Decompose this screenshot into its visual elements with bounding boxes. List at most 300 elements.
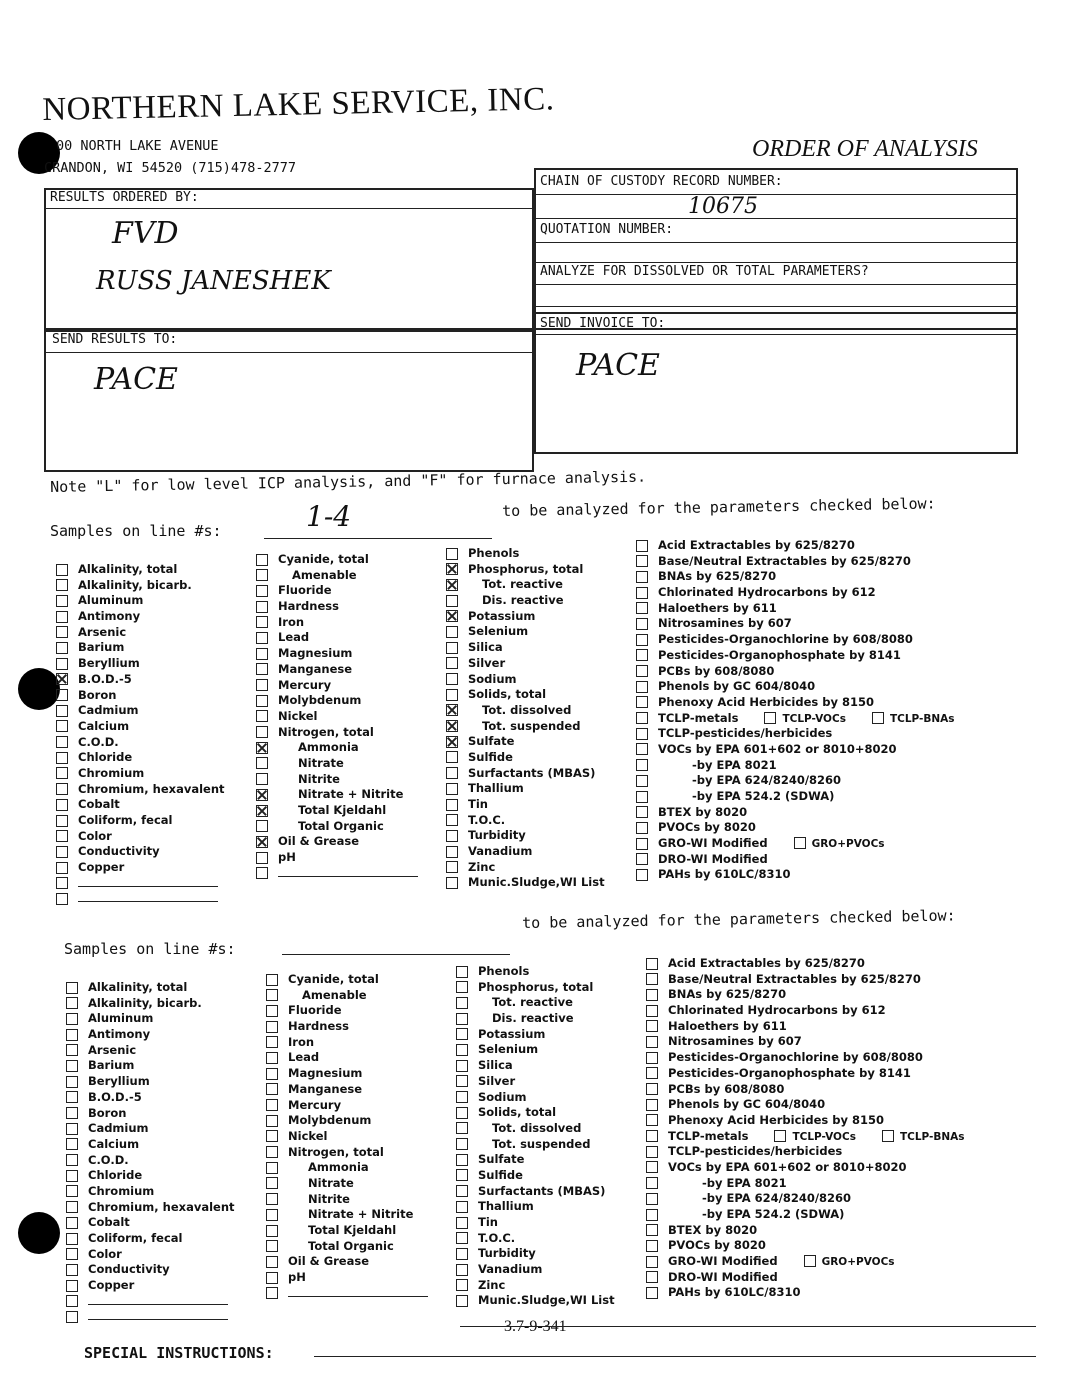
- checkbox[interactable]: [256, 726, 268, 738]
- checkbox-item-vocs-by-epa-601-602-or-8010-8020[interactable]: [636, 742, 955, 758]
- checkbox-item-thallium[interactable]: [446, 781, 605, 797]
- checkbox[interactable]: [56, 658, 68, 670]
- checkbox[interactable]: [256, 585, 268, 597]
- checkbox[interactable]: [56, 877, 68, 889]
- checkbox-item-alkalinity-total[interactable]: [66, 980, 235, 996]
- section2-samples-line[interactable]: [282, 954, 510, 955]
- checkbox[interactable]: [636, 587, 648, 599]
- checkbox[interactable]: [56, 736, 68, 748]
- checkbox[interactable]: [646, 1005, 658, 1017]
- checkbox[interactable]: [66, 1060, 78, 1072]
- checkbox-item-chromium-hexavalent[interactable]: [66, 1200, 235, 1216]
- checkbox-item-hardness[interactable]: [266, 1019, 428, 1035]
- checkbox-item-vanadium[interactable]: [456, 1262, 615, 1278]
- checkbox-item-bnas-by-625-8270[interactable]: [646, 987, 965, 1003]
- checkbox[interactable]: [446, 751, 458, 763]
- checkbox-item-tclp-pesticides-herbicides[interactable]: [636, 726, 955, 742]
- checkbox[interactable]: [646, 1256, 658, 1268]
- checkbox[interactable]: [66, 1217, 78, 1229]
- checkbox-item-nitrosamines-by-607[interactable]: [646, 1034, 965, 1050]
- checkbox[interactable]: [456, 1013, 468, 1025]
- checkbox[interactable]: [646, 1161, 658, 1173]
- checkbox[interactable]: [446, 610, 458, 622]
- blank-checkbox-item[interactable]: [56, 876, 225, 892]
- checkbox[interactable]: [256, 648, 268, 660]
- checkbox[interactable]: [56, 689, 68, 701]
- checkbox-item-ph[interactable]: [256, 850, 418, 866]
- checkbox[interactable]: [446, 799, 458, 811]
- checkbox[interactable]: [256, 867, 268, 879]
- checkbox[interactable]: [266, 1240, 278, 1252]
- checkbox[interactable]: [636, 555, 648, 567]
- checkbox[interactable]: [646, 973, 658, 985]
- checkbox[interactable]: [774, 1130, 786, 1142]
- checkbox[interactable]: [456, 1028, 468, 1040]
- checkbox[interactable]: [646, 1209, 658, 1221]
- checkbox-item-beryllium[interactable]: [66, 1074, 235, 1090]
- checkbox-item-selenium[interactable]: [446, 624, 605, 640]
- checkbox[interactable]: [256, 805, 268, 817]
- blank-checkbox-item[interactable]: [256, 866, 418, 882]
- checkbox[interactable]: [646, 1177, 658, 1189]
- checkbox-item-tclp-metals[interactable]: [636, 711, 955, 727]
- checkbox-item-pvocs-by-8020[interactable]: [646, 1238, 965, 1254]
- checkbox-item-antimony[interactable]: [56, 609, 225, 625]
- checkbox[interactable]: [66, 1185, 78, 1197]
- checkbox[interactable]: [794, 837, 806, 849]
- checkbox-item-btex-by-8020[interactable]: [636, 805, 955, 821]
- checkbox-item-potassium[interactable]: [456, 1027, 615, 1043]
- checkbox[interactable]: [646, 1052, 658, 1064]
- checkbox-item-gro-wi-modified[interactable]: [646, 1254, 965, 1270]
- checkbox[interactable]: [882, 1130, 894, 1142]
- checkbox[interactable]: [266, 1146, 278, 1158]
- checkbox-item-btex-by-8020[interactable]: [646, 1223, 965, 1239]
- checkbox[interactable]: [446, 814, 458, 826]
- checkbox-item-lead[interactable]: [266, 1050, 428, 1066]
- checkbox[interactable]: [56, 767, 68, 779]
- checkbox-item-cadmium[interactable]: [66, 1121, 235, 1137]
- checkbox[interactable]: [446, 783, 458, 795]
- blank-checkbox-item[interactable]: [56, 891, 225, 907]
- checkbox[interactable]: [446, 736, 458, 748]
- checkbox-item-chromium[interactable]: [56, 766, 225, 782]
- checkbox-item-coliform-fecal[interactable]: [66, 1231, 235, 1247]
- write-in-line[interactable]: [288, 1286, 428, 1297]
- checkbox-item-phenols[interactable]: [446, 546, 605, 562]
- checkbox[interactable]: [636, 838, 648, 850]
- checkbox-item-tot-dissolved[interactable]: [446, 703, 605, 719]
- checkbox[interactable]: [646, 1067, 658, 1079]
- checkbox[interactable]: [66, 1076, 78, 1088]
- checkbox-item-total-kjeldahl[interactable]: [256, 803, 418, 819]
- results-ordered-by-line2[interactable]: RUSS JANESHEK: [96, 266, 331, 296]
- checkbox-item-chromium-hexavalent[interactable]: [56, 782, 225, 798]
- checkbox[interactable]: [66, 1233, 78, 1245]
- checkbox-item-munic-sludge-wi-list[interactable]: [456, 1293, 615, 1309]
- checkbox-item-color[interactable]: [56, 829, 225, 845]
- checkbox-item-manganese[interactable]: [266, 1082, 428, 1098]
- checkbox[interactable]: [66, 1170, 78, 1182]
- checkbox[interactable]: [56, 783, 68, 795]
- checkbox-item-by-epa-524-2-sdwa[interactable]: [636, 789, 955, 805]
- checkbox-item-ammonia[interactable]: [256, 740, 418, 756]
- checkbox[interactable]: [636, 728, 648, 740]
- checkbox[interactable]: [266, 1272, 278, 1284]
- checkbox-item-lead[interactable]: [256, 630, 418, 646]
- checkbox-item-base-neutral-extractables-by-625-8270[interactable]: [646, 972, 965, 988]
- checkbox-item-calcium[interactable]: [66, 1137, 235, 1153]
- checkbox-item-phosphorus-total[interactable]: [456, 980, 615, 996]
- checkbox[interactable]: [446, 595, 458, 607]
- checkbox[interactable]: [456, 1279, 468, 1291]
- checkbox-item-acid-extractables-by-625-8270[interactable]: [636, 538, 955, 554]
- checkbox[interactable]: [646, 1099, 658, 1111]
- checkbox[interactable]: [636, 665, 648, 677]
- checkbox-item-solids-total[interactable]: [456, 1105, 615, 1121]
- checkbox[interactable]: [456, 1217, 468, 1229]
- checkbox-item-t-o-c[interactable]: [456, 1231, 615, 1247]
- checkbox-item-phenoxy-acid-herbicides-by-8150[interactable]: [636, 695, 955, 711]
- checkbox-item-molybdenum[interactable]: [266, 1113, 428, 1129]
- checkbox[interactable]: [66, 982, 78, 994]
- checkbox[interactable]: [636, 571, 648, 583]
- checkbox-item-haloethers-by-611[interactable]: [636, 601, 955, 617]
- checkbox-item-vocs-by-epa-601-602-or-8010-8020[interactable]: [646, 1160, 965, 1176]
- checkbox-item-pesticides-organophosphate-by-8141[interactable]: [646, 1066, 965, 1082]
- checkbox[interactable]: [66, 1138, 78, 1150]
- checkbox-item-nitrate[interactable]: [256, 756, 418, 772]
- checkbox-item-sulfate[interactable]: [446, 734, 605, 750]
- checkbox-item-ammonia[interactable]: [266, 1160, 428, 1176]
- checkbox[interactable]: [446, 579, 458, 591]
- checkbox[interactable]: [764, 712, 776, 724]
- checkbox[interactable]: [66, 1201, 78, 1213]
- checkbox[interactable]: [646, 1287, 658, 1299]
- checkbox[interactable]: [446, 563, 458, 575]
- write-in-line[interactable]: [88, 1294, 228, 1305]
- checkbox-item-pesticides-organochlorine-by-608-8080[interactable]: [636, 632, 955, 648]
- checkbox-item-copper[interactable]: [56, 860, 225, 876]
- checkbox-item-tin[interactable]: [456, 1215, 615, 1231]
- checkbox[interactable]: [456, 1232, 468, 1244]
- checkbox[interactable]: [56, 830, 68, 842]
- checkbox[interactable]: [636, 853, 648, 865]
- write-in-line[interactable]: [88, 1309, 228, 1320]
- checkbox[interactable]: [56, 705, 68, 717]
- checkbox-item-arsenic[interactable]: [56, 625, 225, 641]
- checkbox-item-hardness[interactable]: [256, 599, 418, 615]
- checkbox-item-base-neutral-extractables-by-625-8270[interactable]: [636, 554, 955, 570]
- checkbox[interactable]: [266, 1193, 278, 1205]
- checkbox-item-total-organic[interactable]: [266, 1239, 428, 1255]
- checkbox[interactable]: [636, 540, 648, 552]
- checkbox[interactable]: [266, 1209, 278, 1221]
- checkbox-item-bnas-by-625-8270[interactable]: [636, 569, 955, 585]
- checkbox[interactable]: [646, 989, 658, 1001]
- checkbox[interactable]: [56, 752, 68, 764]
- checkbox[interactable]: [646, 1193, 658, 1205]
- checkbox-item-sulfate[interactable]: [456, 1152, 615, 1168]
- checkbox-item-surfactants-mbas[interactable]: [456, 1184, 615, 1200]
- checkbox[interactable]: [256, 679, 268, 691]
- checkbox-item-cadmium[interactable]: [56, 703, 225, 719]
- checkbox[interactable]: [266, 1287, 278, 1299]
- checkbox[interactable]: [66, 1044, 78, 1056]
- checkbox-item-chloride[interactable]: [66, 1168, 235, 1184]
- checkbox[interactable]: [56, 799, 68, 811]
- checkbox[interactable]: [446, 720, 458, 732]
- checkbox-item-tot-suspended[interactable]: [456, 1137, 615, 1153]
- checkbox[interactable]: [266, 1021, 278, 1033]
- checkbox-item-nitrite[interactable]: [256, 772, 418, 788]
- checkbox-item-manganese[interactable]: [256, 662, 418, 678]
- checkbox-item-amenable[interactable]: [266, 988, 428, 1004]
- checkbox-item-silica[interactable]: [456, 1058, 615, 1074]
- checkbox-item-iron[interactable]: [266, 1035, 428, 1051]
- checkbox-item-dro-wi-modified[interactable]: [646, 1270, 965, 1286]
- checkbox[interactable]: [256, 616, 268, 628]
- checkbox-item-c-o-d[interactable]: [66, 1153, 235, 1169]
- checkbox-item-gro-wi-modified[interactable]: [636, 836, 955, 852]
- checkbox[interactable]: [256, 820, 268, 832]
- checkbox-item-cobalt[interactable]: [56, 797, 225, 813]
- checkbox[interactable]: [636, 618, 648, 630]
- checkbox-item-turbidity[interactable]: [446, 828, 605, 844]
- checkbox[interactable]: [266, 1225, 278, 1237]
- checkbox[interactable]: [636, 743, 648, 755]
- checkbox[interactable]: [456, 1295, 468, 1307]
- checkbox[interactable]: [646, 1114, 658, 1126]
- checkbox[interactable]: [456, 966, 468, 978]
- checkbox[interactable]: [256, 773, 268, 785]
- checkbox-item-sodium[interactable]: [446, 672, 605, 688]
- checkbox-item-pvocs-by-8020[interactable]: [636, 820, 955, 836]
- checkbox[interactable]: [266, 1130, 278, 1142]
- checkbox-item-aluminum[interactable]: [56, 593, 225, 609]
- checkbox[interactable]: [456, 1091, 468, 1103]
- write-in-line[interactable]: [78, 876, 218, 887]
- checkbox-item-tclp-metals[interactable]: [646, 1129, 965, 1145]
- checkbox-item-nitrate[interactable]: [266, 1176, 428, 1192]
- checkbox[interactable]: [646, 1240, 658, 1252]
- checkbox-item-by-epa-624-8240-8260[interactable]: [646, 1191, 965, 1207]
- checkbox-item-dis-reactive[interactable]: [446, 593, 605, 609]
- checkbox-item-c-o-d[interactable]: [56, 735, 225, 751]
- checkbox-item-nitrogen-total[interactable]: [266, 1145, 428, 1161]
- checkbox-item-pcbs-by-608-8080[interactable]: [636, 664, 955, 680]
- checkbox[interactable]: [266, 1115, 278, 1127]
- checkbox[interactable]: [646, 1130, 658, 1142]
- checkbox-item-conductivity[interactable]: [56, 844, 225, 860]
- checkbox-item-by-epa-524-2-sdwa[interactable]: [646, 1207, 965, 1223]
- write-in-line[interactable]: [78, 891, 218, 902]
- checkbox[interactable]: [266, 989, 278, 1001]
- checkbox-item-vanadium[interactable]: [446, 844, 605, 860]
- checkbox-item-alkalinity-bicarb[interactable]: [56, 578, 225, 594]
- checkbox[interactable]: [66, 1107, 78, 1119]
- checkbox[interactable]: [456, 1122, 468, 1134]
- checkbox[interactable]: [456, 1248, 468, 1260]
- checkbox[interactable]: [646, 1083, 658, 1095]
- checkbox-item-tot-dissolved[interactable]: [456, 1121, 615, 1137]
- checkbox[interactable]: [56, 595, 68, 607]
- checkbox-item-pahs-by-610lc-8310[interactable]: [646, 1285, 965, 1301]
- checkbox[interactable]: [266, 974, 278, 986]
- checkbox-item-chloride[interactable]: [56, 750, 225, 766]
- checkbox-item-tot-reactive[interactable]: [456, 995, 615, 1011]
- checkbox[interactable]: [266, 1099, 278, 1111]
- checkbox-item-turbidity[interactable]: [456, 1246, 615, 1262]
- checkbox-item-conductivity[interactable]: [66, 1262, 235, 1278]
- checkbox-item-coliform-fecal[interactable]: [56, 813, 225, 829]
- checkbox-item-cyanide-total[interactable]: [266, 972, 428, 988]
- checkbox[interactable]: [56, 815, 68, 827]
- checkbox-item-silver[interactable]: [446, 656, 605, 672]
- checkbox-item-molybdenum[interactable]: [256, 693, 418, 709]
- section1-samples-value[interactable]: 1-4: [306, 500, 352, 533]
- checkbox[interactable]: [456, 1169, 468, 1181]
- checkbox-item-sulfide[interactable]: [446, 750, 605, 766]
- checkbox[interactable]: [456, 1044, 468, 1056]
- checkbox-item-cobalt[interactable]: [66, 1215, 235, 1231]
- checkbox[interactable]: [636, 869, 648, 881]
- checkbox-item-tin[interactable]: [446, 797, 605, 813]
- checkbox-item-total-organic[interactable]: [256, 819, 418, 835]
- checkbox[interactable]: [56, 846, 68, 858]
- checkbox-item-chromium[interactable]: [66, 1184, 235, 1200]
- checkbox[interactable]: [266, 1036, 278, 1048]
- checkbox-item-oil-grease[interactable]: [256, 834, 418, 850]
- checkbox[interactable]: [646, 958, 658, 970]
- checkbox-item-b-o-d-5[interactable]: [66, 1090, 235, 1106]
- checkbox[interactable]: [256, 569, 268, 581]
- checkbox-item-total-kjeldahl[interactable]: [266, 1223, 428, 1239]
- checkbox-item-cyanide-total[interactable]: [256, 552, 418, 568]
- checkbox-item-ph[interactable]: [266, 1270, 428, 1286]
- checkbox[interactable]: [456, 981, 468, 993]
- checkbox-item-tot-suspended[interactable]: [446, 719, 605, 735]
- checkbox[interactable]: [56, 564, 68, 576]
- checkbox[interactable]: [872, 712, 884, 724]
- checkbox-item-by-epa-8021[interactable]: [646, 1176, 965, 1192]
- checkbox-item-zinc[interactable]: [446, 860, 605, 876]
- checkbox-item-aluminum[interactable]: [66, 1011, 235, 1027]
- checkbox[interactable]: [456, 1138, 468, 1150]
- checkbox[interactable]: [636, 806, 648, 818]
- checkbox[interactable]: [66, 1091, 78, 1103]
- checkbox-item-alkalinity-bicarb[interactable]: [66, 996, 235, 1012]
- blank-checkbox-item[interactable]: [266, 1286, 428, 1302]
- checkbox[interactable]: [66, 1013, 78, 1025]
- checkbox-item-tclp-pesticides-herbicides[interactable]: [646, 1144, 965, 1160]
- checkbox[interactable]: [56, 862, 68, 874]
- checkbox-item-oil-grease[interactable]: [266, 1254, 428, 1270]
- checkbox[interactable]: [56, 720, 68, 732]
- checkbox[interactable]: [266, 1083, 278, 1095]
- checkbox[interactable]: [446, 673, 458, 685]
- checkbox[interactable]: [646, 1224, 658, 1236]
- checkbox[interactable]: [66, 1029, 78, 1041]
- checkbox-item-dro-wi-modified[interactable]: [636, 852, 955, 868]
- checkbox[interactable]: [456, 1154, 468, 1166]
- checkbox-item-nickel[interactable]: [256, 709, 418, 725]
- checkbox-item-sodium[interactable]: [456, 1090, 615, 1106]
- checkbox-item-selenium[interactable]: [456, 1042, 615, 1058]
- checkbox[interactable]: [456, 1107, 468, 1119]
- checkbox-item-chlorinated-hydrocarbons-by-612[interactable]: [636, 585, 955, 601]
- checkbox[interactable]: [636, 634, 648, 646]
- checkbox[interactable]: [56, 893, 68, 905]
- checkbox-item-beryllium[interactable]: [56, 656, 225, 672]
- checkbox[interactable]: [266, 1256, 278, 1268]
- checkbox[interactable]: [256, 632, 268, 644]
- checkbox[interactable]: [636, 649, 648, 661]
- checkbox-item-barium[interactable]: [66, 1058, 235, 1074]
- checkbox[interactable]: [446, 548, 458, 560]
- checkbox[interactable]: [66, 1248, 78, 1260]
- checkbox[interactable]: [56, 579, 68, 591]
- checkbox[interactable]: [256, 852, 268, 864]
- checkbox-item-haloethers-by-611[interactable]: [646, 1019, 965, 1035]
- checkbox[interactable]: [66, 1123, 78, 1135]
- checkbox[interactable]: [446, 626, 458, 638]
- checkbox-item-arsenic[interactable]: [66, 1043, 235, 1059]
- checkbox[interactable]: [56, 673, 68, 685]
- checkbox[interactable]: [456, 1075, 468, 1087]
- checkbox-item-potassium[interactable]: [446, 609, 605, 625]
- checkbox-item-boron[interactable]: [66, 1106, 235, 1122]
- checkbox-item-phosphorus-total[interactable]: [446, 562, 605, 578]
- checkbox-item-nitrite[interactable]: [266, 1192, 428, 1208]
- checkbox-item-nitrogen-total[interactable]: [256, 725, 418, 741]
- checkbox[interactable]: [446, 846, 458, 858]
- checkbox-item-dis-reactive[interactable]: [456, 1011, 615, 1027]
- checkbox[interactable]: [66, 997, 78, 1009]
- checkbox-item-by-epa-8021[interactable]: [636, 758, 955, 774]
- checkbox[interactable]: [266, 1068, 278, 1080]
- checkbox-item-b-o-d-5[interactable]: [56, 672, 225, 688]
- checkbox-item-phenols-by-gc-604-8040[interactable]: [636, 679, 955, 695]
- checkbox[interactable]: [256, 789, 268, 801]
- checkbox-item-pesticides-organophosphate-by-8141[interactable]: [636, 648, 955, 664]
- checkbox-item-fluoride[interactable]: [266, 1003, 428, 1019]
- checkbox[interactable]: [646, 1036, 658, 1048]
- checkbox-item-fluoride[interactable]: [256, 583, 418, 599]
- checkbox-item-amenable[interactable]: [256, 568, 418, 584]
- checkbox[interactable]: [66, 1280, 78, 1292]
- checkbox[interactable]: [636, 696, 648, 708]
- checkbox-item-pcbs-by-608-8080[interactable]: [646, 1082, 965, 1098]
- checkbox-item-pesticides-organochlorine-by-608-8080[interactable]: [646, 1050, 965, 1066]
- checkbox[interactable]: [456, 1264, 468, 1276]
- checkbox-item-nitrosamines-by-607[interactable]: [636, 616, 955, 632]
- checkbox[interactable]: [66, 1311, 78, 1323]
- checkbox-item-surfactants-mbas[interactable]: [446, 766, 605, 782]
- checkbox-item-by-epa-624-8240-8260[interactable]: [636, 773, 955, 789]
- checkbox-item-munic-sludge-wi-list[interactable]: [446, 875, 605, 891]
- results-ordered-by-line1[interactable]: FVD: [112, 216, 179, 251]
- checkbox-item-nitrate-nitrite[interactable]: [266, 1207, 428, 1223]
- checkbox[interactable]: [256, 663, 268, 675]
- checkbox[interactable]: [446, 689, 458, 701]
- checkbox-item-boron[interactable]: [56, 688, 225, 704]
- blank-checkbox-item[interactable]: [66, 1309, 235, 1325]
- checkbox-item-zinc[interactable]: [456, 1278, 615, 1294]
- checkbox[interactable]: [256, 710, 268, 722]
- checkbox[interactable]: [636, 712, 648, 724]
- checkbox-item-color[interactable]: [66, 1247, 235, 1263]
